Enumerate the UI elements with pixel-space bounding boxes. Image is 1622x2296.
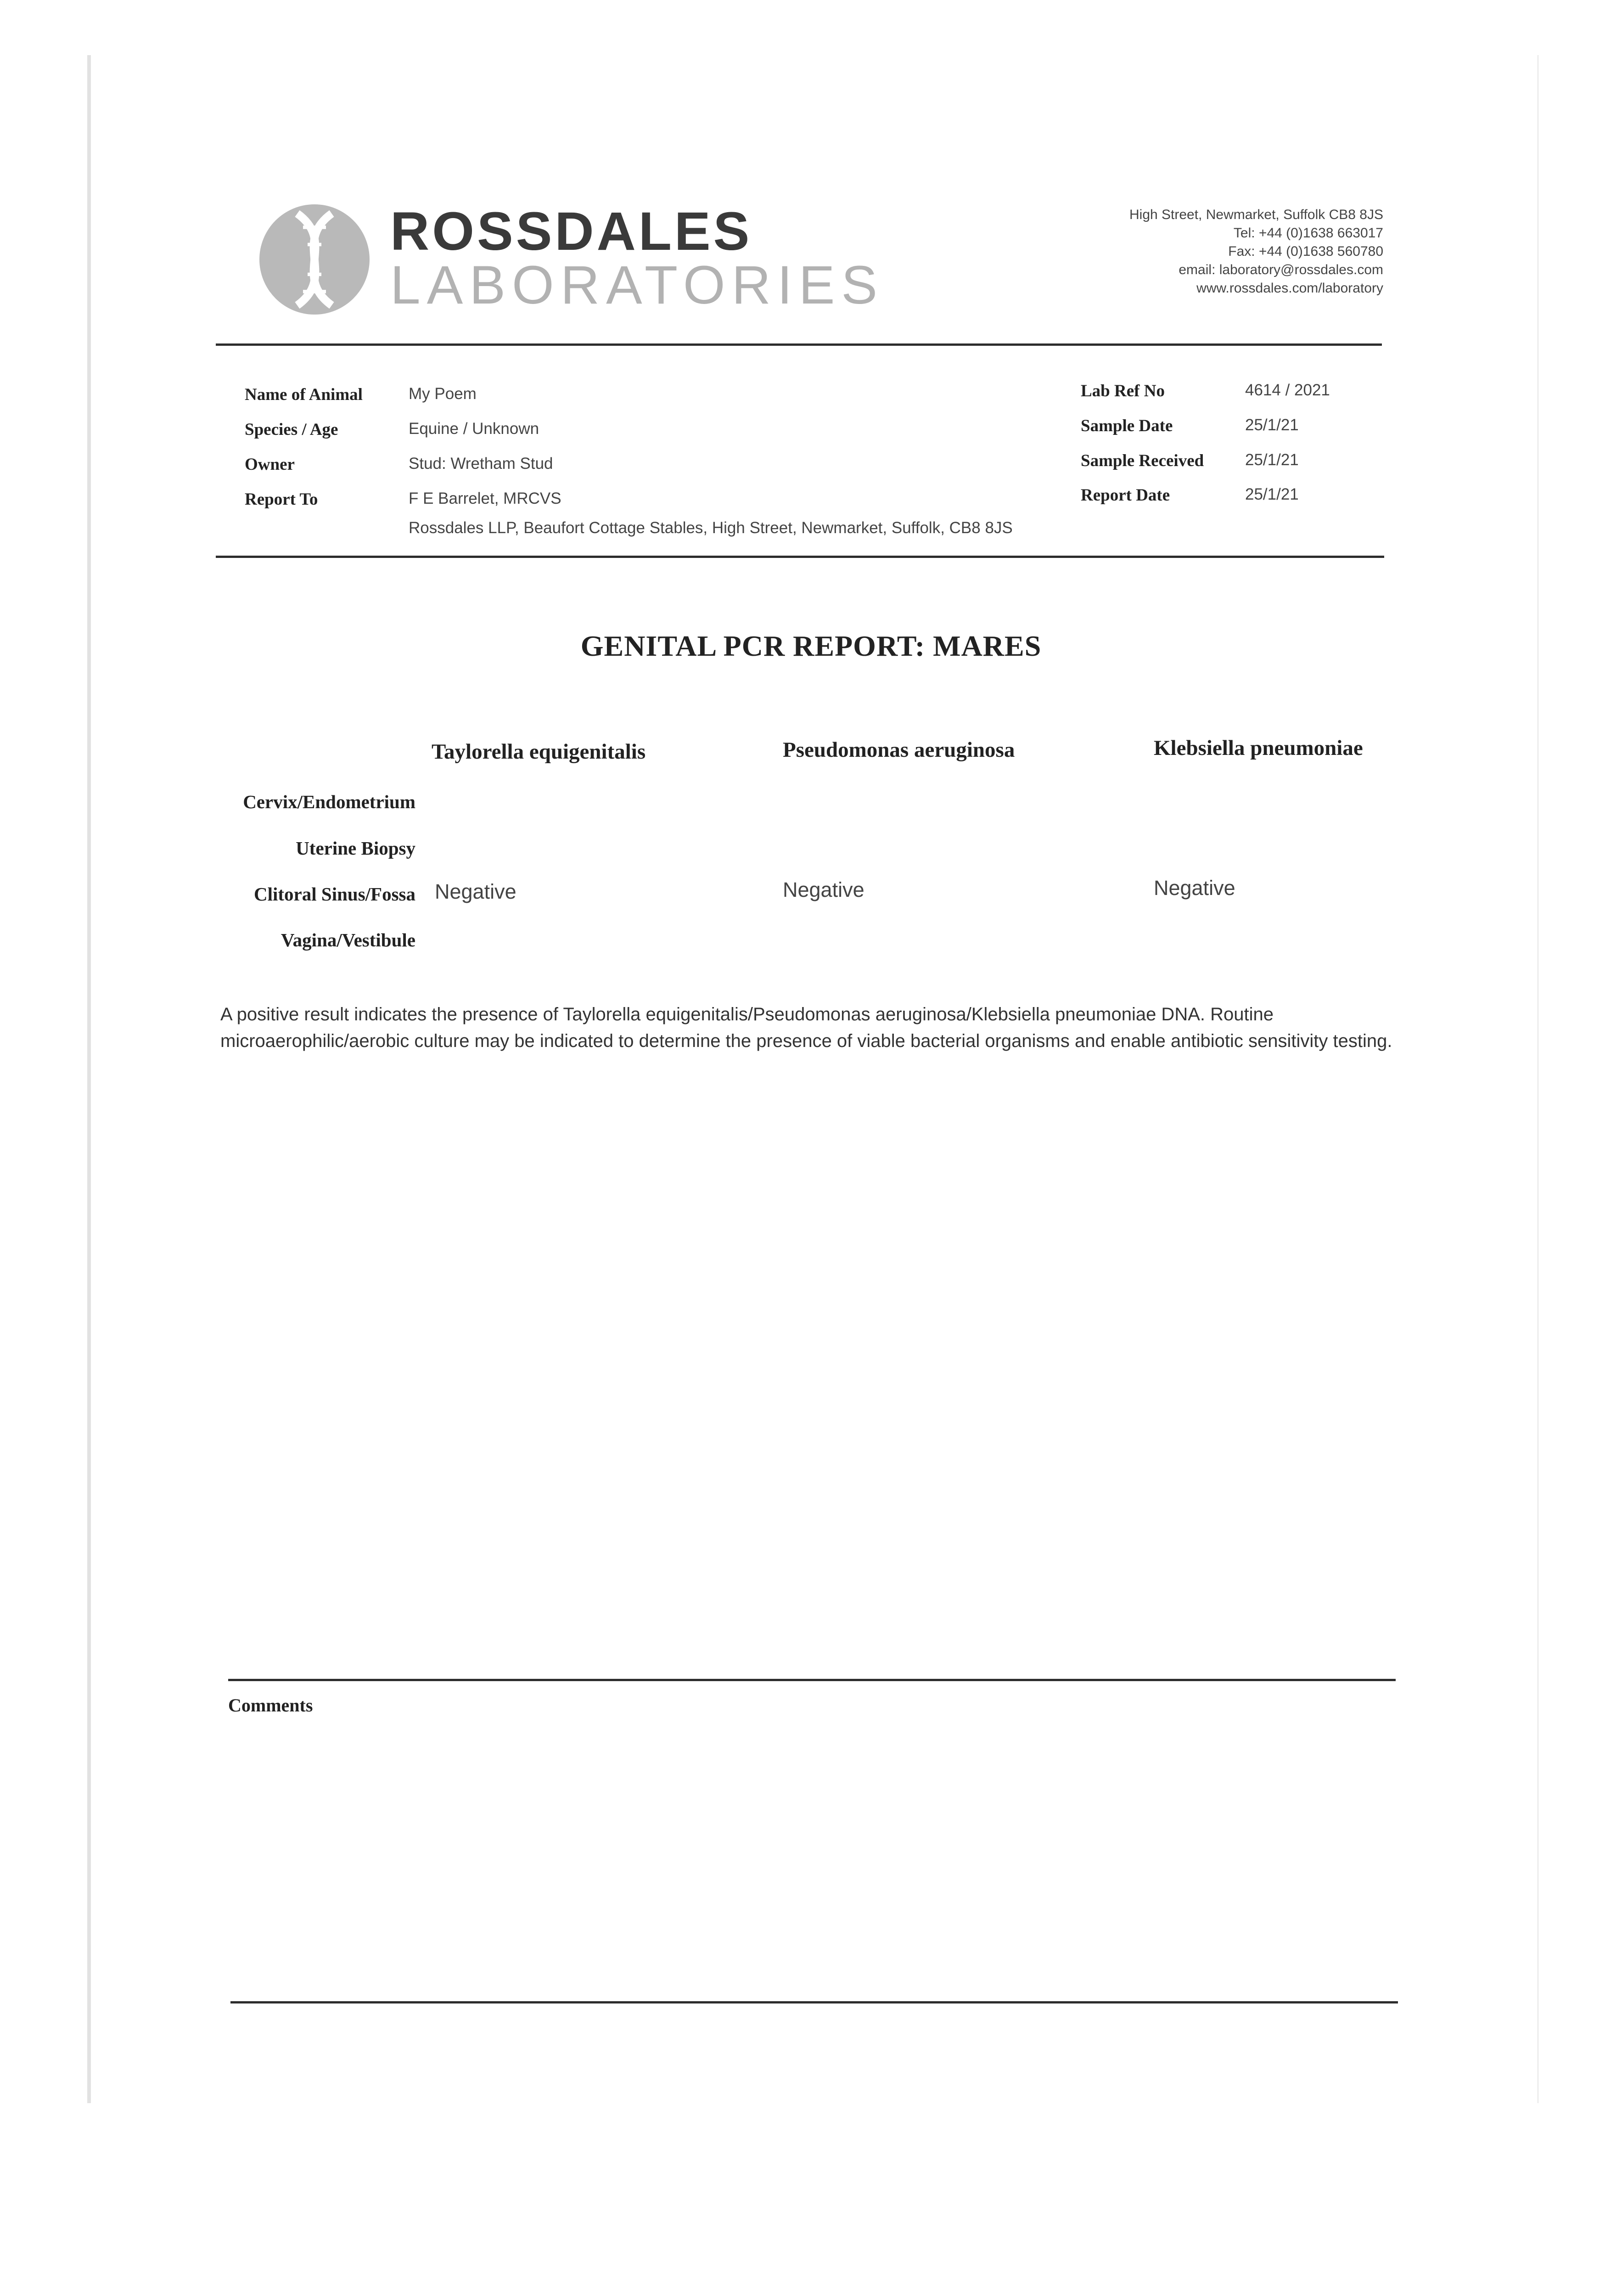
row-uterine-biopsy: Uterine Biopsy	[296, 838, 415, 859]
name-of-animal-label: Name of Animal	[245, 385, 363, 404]
dna-logo-icon	[257, 202, 372, 317]
contact-website: www.rossdales.com/laboratory	[1196, 281, 1383, 296]
name-of-animal-value: My Poem	[409, 385, 477, 403]
column-klebsiella: Klebsiella pneumoniae	[1154, 736, 1363, 760]
contact-fax: Fax: +44 (0)1638 560780	[1228, 244, 1383, 259]
sample-date-value: 25/1/21	[1245, 416, 1299, 434]
contact-address: High Street, Newmarket, Suffolk CB8 8JS	[1129, 207, 1383, 222]
column-pseudomonas: Pseudomonas aeruginosa	[783, 738, 1015, 762]
result-clitoral-klebsiella: Negative	[1154, 876, 1235, 900]
interpretation-note: A positive result indicates the presence of Taylorella equigenitalis/Pseudomonas aeruginosa/Klebsiella pneumoniae DNA. Routine microaerophilic/aerobic culture may be indicated to determine the presence of viable bacterial organisms and enable antibiotic sensitivity testing.	[220, 1004, 1392, 1051]
report-to-value: F E Barrelet, MRCVS	[409, 490, 561, 507]
sample-received-label: Sample Received	[1081, 451, 1204, 470]
result-clitoral-pseudomonas: Negative	[783, 878, 864, 901]
lab-ref-value: 4614 / 2021	[1245, 381, 1330, 399]
contact-block	[1129, 206, 1383, 298]
report-page	[87, 55, 1539, 2103]
column-taylorella: Taylorella equigenitalis	[432, 740, 646, 764]
report-date-value: 25/1/21	[1245, 485, 1299, 503]
owner-label: Owner	[245, 455, 295, 474]
comments-bottom-divider	[230, 2001, 1398, 2003]
comments-top-divider	[228, 1679, 1396, 1681]
details-divider	[216, 556, 1384, 558]
species-age-value: Equine / Unknown	[409, 420, 539, 438]
report-title: GENITAL PCR REPORT: MARES	[580, 630, 1042, 662]
lab-ref-label: Lab Ref No	[1081, 382, 1165, 400]
comments-label: Comments	[228, 1695, 313, 1716]
row-vagina-vestibule: Vagina/Vestibule	[281, 929, 415, 951]
row-clitoral-sinus-fossa: Clitoral Sinus/Fossa	[254, 884, 415, 905]
header-divider	[216, 343, 1382, 346]
brand-name: ROSSDALES	[390, 201, 752, 262]
brand-subtitle: LABORATORIES	[390, 255, 884, 315]
report-to-address: Rossdales LLP, Beaufort Cottage Stables, High Street, Newmarket, Suffolk, CB8 8JS	[409, 519, 1013, 537]
row-cervix-endometrium: Cervix/Endometrium	[243, 791, 415, 812]
report-to-label: Report To	[245, 490, 318, 509]
contact-email: email: laboratory@rossdales.com	[1179, 262, 1383, 277]
species-age-label: Species / Age	[245, 420, 338, 439]
sample-date-label: Sample Date	[1081, 416, 1173, 435]
owner-value: Stud: Wretham Stud	[409, 455, 553, 473]
contact-tel: Tel: +44 (0)1638 663017	[1233, 225, 1383, 241]
report-date-label: Report Date	[1081, 486, 1170, 505]
sample-received-value: 25/1/21	[1245, 451, 1299, 469]
result-clitoral-taylorella: Negative	[435, 880, 516, 903]
